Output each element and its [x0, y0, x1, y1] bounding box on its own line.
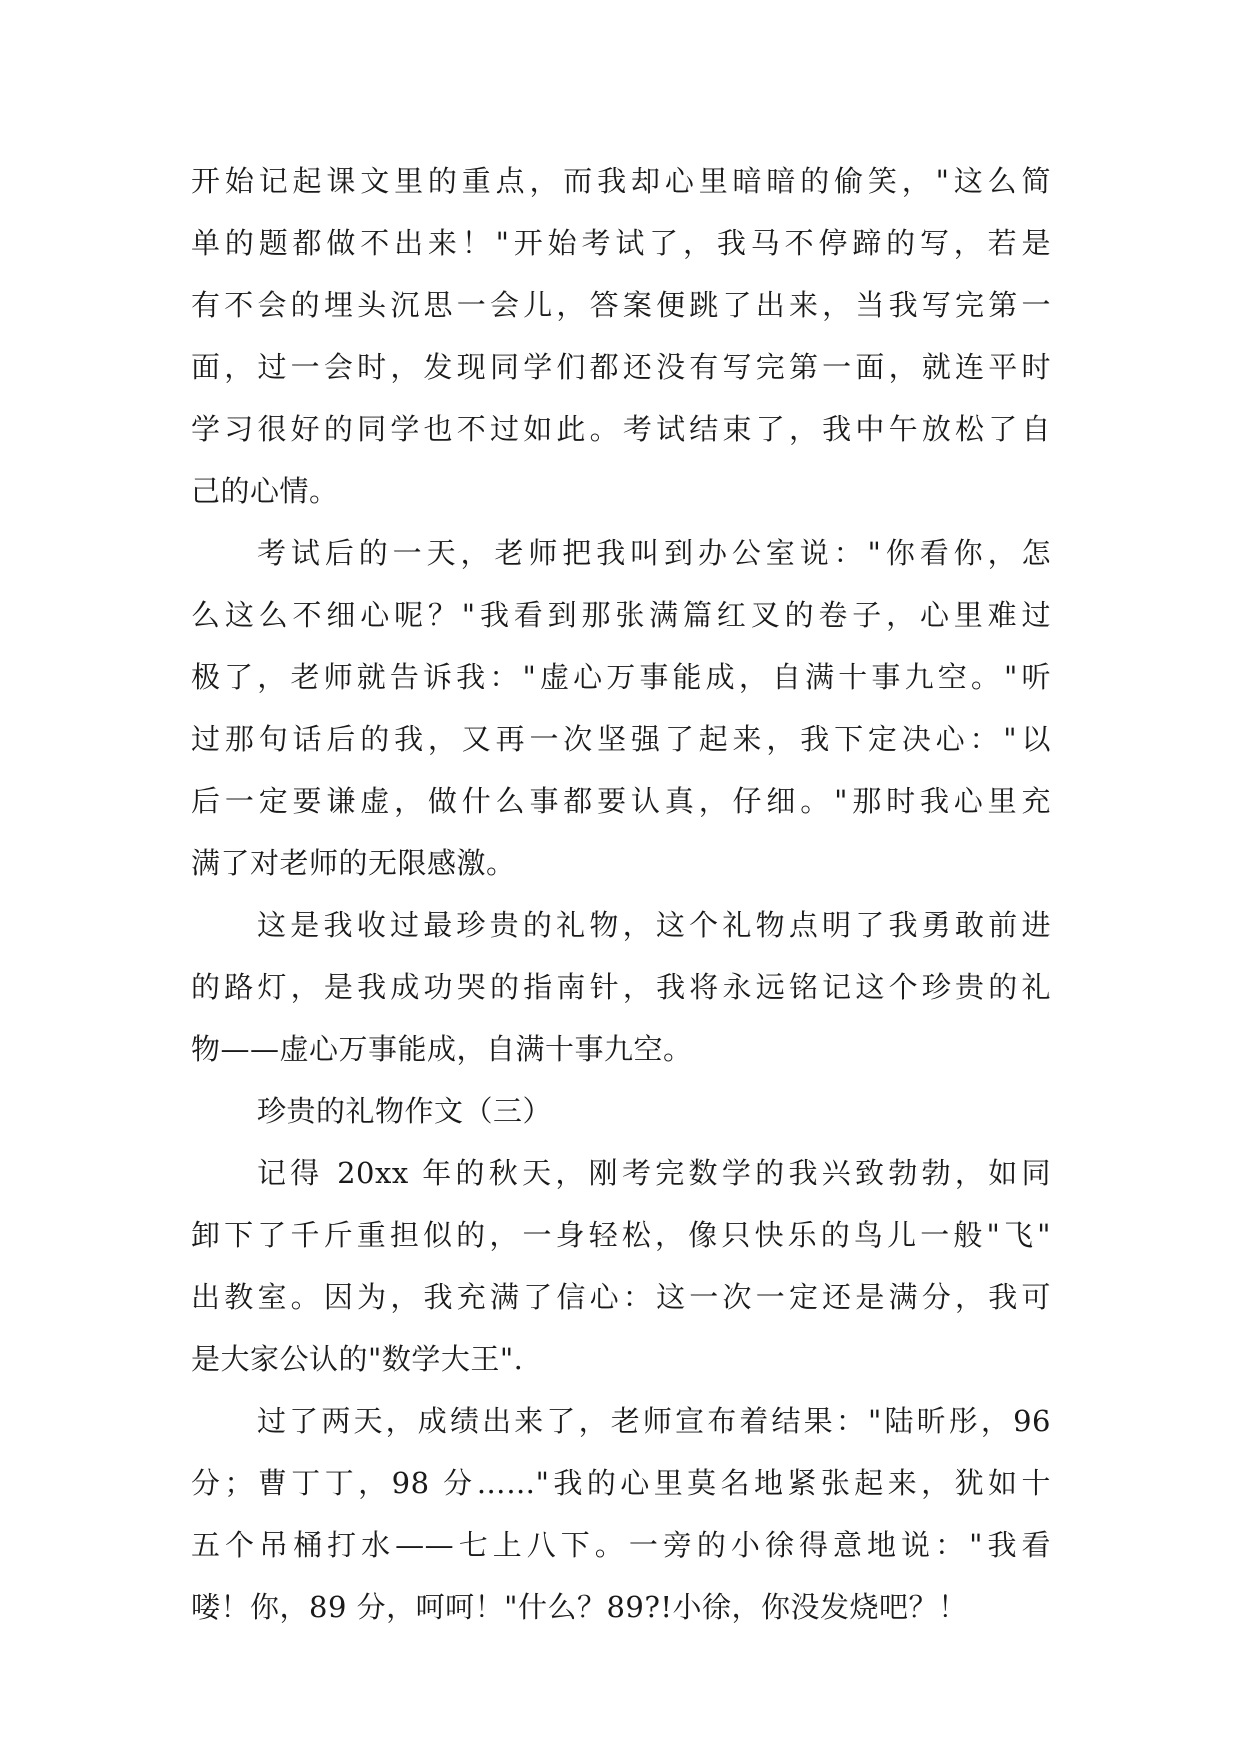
- text-line: 出教室。因为，我充满了信心：这一次一定还是满分，我可: [191, 1280, 1051, 1314]
- text-line: 么这么不细心呢？"我看到那张满篇红叉的卷子，心里难过: [191, 598, 1051, 632]
- text-line: 极了，老师就告诉我："虚心万事能成，自满十事九空。"听: [191, 660, 1051, 694]
- paragraph: [191, 1080, 1051, 1142]
- text-line: 满了对老师的无限感激。: [191, 846, 516, 880]
- text-line: 分；曹丁丁，98 分……"我的心里莫名地紧张起来，犹如十: [191, 1466, 1051, 1500]
- text-line: 这是我收过最珍贵的礼物，这个礼物点明了我勇敢前进: [257, 908, 1051, 942]
- text-line: 卸下了千斤重担似的，一身轻松，像只快乐的鸟儿一般"飞": [191, 1218, 1051, 1252]
- paragraph: [191, 1390, 1051, 1638]
- text-line: 面，过一会时，发现同学们都还没有写完第一面，就连平时: [191, 350, 1051, 384]
- text-line: 学习很好的同学也不过如此。考试结束了，我中午放松了自: [191, 412, 1051, 446]
- paragraph: [191, 150, 1051, 522]
- text-line: 开始记起课文里的重点，而我却心里暗暗的偷笑，"这么简: [191, 164, 1051, 198]
- text-line: 是大家公认的"数学大王".: [191, 1342, 524, 1376]
- text-line: 有不会的埋头沉思一会儿，答案便跳了出来，当我写完第一: [191, 288, 1051, 322]
- document-body: [191, 150, 1051, 1638]
- text-line: 五个吊桶打水——七上八下。一旁的小徐得意地说："我看: [191, 1528, 1051, 1562]
- paragraph: [191, 894, 1051, 1080]
- text-line: 单的题都做不出来！"开始考试了，我马不停蹄的写，若是: [191, 226, 1051, 260]
- text-line: 的路灯，是我成功哭的指南针，我将永远铭记这个珍贵的礼: [191, 970, 1051, 1004]
- text-line: 考试后的一天，老师把我叫到办公室说："你看你，怎: [257, 536, 1051, 570]
- text-line: 珍贵的礼物作文（三）: [257, 1094, 553, 1128]
- text-line: 己的心情。: [191, 474, 339, 508]
- text-line: 记得 20xx 年的秋天，刚考完数学的我兴致勃勃，如同: [257, 1156, 1051, 1190]
- text-line: 后一定要谦虚，做什么事都要认真，仔细。"那时我心里充: [191, 784, 1051, 818]
- text-line: 过了两天，成绩出来了，老师宣布着结果："陆昕彤，96: [257, 1404, 1051, 1438]
- text-line: 过那句话后的我，又再一次坚强了起来，我下定决心："以: [191, 722, 1051, 756]
- text-line: 物——虚心万事能成，自满十事九空。: [191, 1032, 693, 1066]
- paragraph: [191, 522, 1051, 894]
- paragraph: [191, 1142, 1051, 1390]
- text-line: 喽！你，89 分，呵呵！"什么？89?!小徐，你没发烧吧？！: [191, 1590, 968, 1624]
